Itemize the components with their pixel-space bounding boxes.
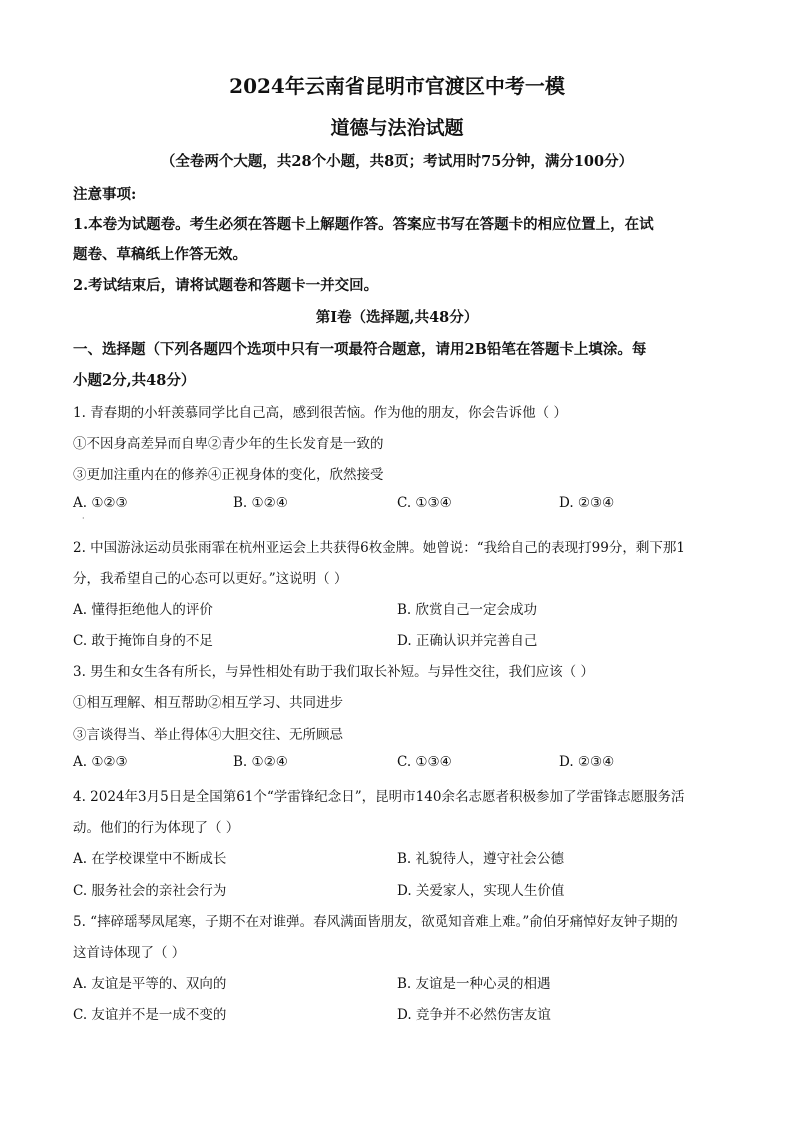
stray-dot-mark: ·: [82, 514, 85, 523]
notice-item-2: 2.考试结束后，请将试题卷和答题卡一并交回。: [73, 277, 379, 294]
q5-stem-line-1: 5. “摔碎瑶琴凤尾寒，子期不在对谁弹。春风满面皆朋友，欲觅知音难上难。”俞伯牙痛悼好友钟子期的: [73, 914, 678, 930]
q5-option-d: D. 竞争并不必然伤害友谊: [397, 1007, 551, 1023]
q5-stem-line-2: 这首诗体现了（ ）: [73, 945, 186, 961]
notice-heading: 注意事项:: [73, 186, 137, 203]
q1-option-c: C. ①③④: [397, 495, 452, 511]
q3-statement-1: ①相互理解、相互帮助②相互学习、共同进步: [73, 695, 343, 711]
q5-option-a: A. 友谊是平等的、双向的: [73, 976, 227, 992]
q2-option-a: A. 懂得拒绝他人的评价: [73, 602, 213, 618]
q2-option-c: C. 敢于掩饰自身的不足: [73, 633, 213, 649]
q1-option-b: B. ①②④: [233, 495, 288, 511]
q4-stem-line-2: 动。他们的行为体现了（ ）: [73, 820, 240, 836]
q4-option-d: D. 关爱家人，实现人生价值: [397, 883, 565, 899]
part1-heading: 第Ⅰ卷（选择题,共48分）: [315, 309, 479, 326]
q3-option-c: C. ①③④: [397, 754, 452, 770]
q5-option-b: B. 友谊是一种心灵的相遇: [397, 976, 551, 992]
exam-subject: 道德与法治试题: [330, 117, 464, 139]
q3-option-a: A. ①②③: [73, 754, 128, 770]
q2-stem-line-1: 2. 中国游泳运动员张雨霏在杭州亚运会上共获得6枚金牌。她曾说：“我给自己的表现打99分，剩下那1: [73, 540, 685, 556]
q2-option-d: D. 正确认识并完善自己: [397, 633, 538, 649]
notice-item-1-line-1: 1.本卷为试题卷。考生必须在答题卡上解题作答。答案应书写在答题卡的相应位置上，在试: [73, 216, 654, 233]
section-instructions-line-2: 小题2分,共48分）: [73, 372, 196, 389]
q3-option-b: B. ①②④: [233, 754, 288, 770]
exam-info: （全卷两个大题，共28个小题，共8页；考试用时75分钟，满分100分）: [160, 153, 634, 170]
exam-title: 2024年云南省昆明市官渡区中考一模: [229, 74, 565, 98]
q3-stem: 3. 男生和女生各有所长，与异性相处有助于我们取长补短。与异性交往，我们应该（ ）: [73, 664, 594, 680]
q1-stem: 1. 青春期的小轩羡慕同学比自己高，感到很苦恼。作为他的朋友，你会告诉他（ ）: [73, 405, 567, 421]
q2-option-b: B. 欣赏自己一定会成功: [397, 602, 538, 618]
q1-statement-1: ①不因身高差异而自卑②青少年的生长发育是一致的: [73, 436, 384, 452]
q3-statement-2: ③言谈得当、举止得体④大胆交往、无所顾忌: [73, 727, 343, 743]
q5-option-c: C. 友谊并不是一成不变的: [73, 1007, 227, 1023]
q1-statement-2: ③更加注重内在的修养④正视身体的变化，欣然接受: [73, 467, 384, 483]
notice-item-1-line-2: 题卷、草稿纸上作答无效。: [73, 246, 247, 263]
q4-option-b: B. 礼貌待人，遵守社会公德: [397, 851, 565, 867]
q4-stem-line-1: 4. 2024年3月5日是全国第61个“学雷锋纪念日”，昆明市140余名志愿者积极参加了学雷锋志愿服务活: [73, 789, 685, 805]
q4-option-c: C. 服务社会的亲社会行为: [73, 883, 227, 899]
section-instructions-line-1: 一、选择题（下列各题四个选项中只有一项最符合题意，请用2B铅笔在答题卡上填涂。每: [73, 341, 647, 358]
q1-option-a: A. ①②③: [73, 495, 128, 511]
q1-option-d: D. ②③④: [559, 495, 615, 511]
q2-stem-line-2: 分，我希望自己的心态可以更好。”这说明（ ）: [73, 571, 348, 587]
q3-option-d: D. ②③④: [559, 754, 615, 770]
q4-option-a: A. 在学校课堂中不断成长: [73, 851, 227, 867]
